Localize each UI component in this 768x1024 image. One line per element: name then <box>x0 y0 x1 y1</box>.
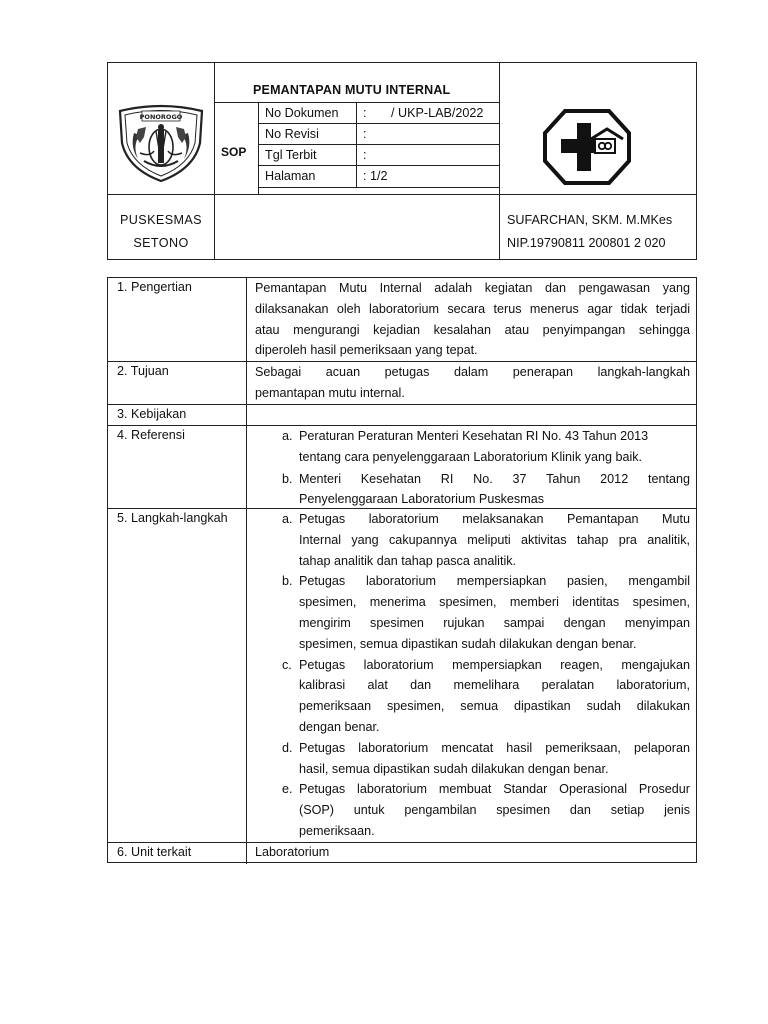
organization-cell <box>108 195 215 260</box>
text-line: atau mengurangi kejadian kesalahan atau penyimpangan sehingga <box>255 322 690 337</box>
info-value: : 1/2 <box>363 169 388 183</box>
section-label: 3. Kebijakan <box>117 407 187 421</box>
row-tujuan <box>108 362 696 405</box>
sop-label: SOP <box>221 145 247 159</box>
info-label: No Dokumen <box>265 106 339 120</box>
info-label: Tgl Terbit <box>265 148 317 162</box>
pengertian-text <box>255 278 690 361</box>
section-label: 5. Langkah-langkah <box>117 511 228 525</box>
signer-name: SUFARCHAN, SKM. M.MKes <box>507 213 673 227</box>
signature-blank-cell <box>215 195 500 260</box>
right-logo-cell <box>500 63 696 195</box>
text-line: Sebagai acuan petugas dalam penerapan langkah-langkah <box>255 365 690 379</box>
list-item: b. Menteri Kesehatan RI No. 37 Tahun 2012 tentang Penyelenggaraan Laboratorium Puskesmas <box>282 471 690 507</box>
header-top-row <box>108 63 696 195</box>
list-item: e. Petugas laboratorium membuat Standar Operasional Prosedur (SOP) untuk pengambilan spesimen dan setiap jenis pemeriksaan. <box>282 782 690 838</box>
info-row-tgl-terbit <box>259 145 500 166</box>
organization-name: PUSKESMAS <box>120 213 202 227</box>
info-value: : <box>363 127 367 141</box>
row-kebijakan <box>108 405 696 426</box>
header-bottom-row <box>108 195 696 260</box>
row-langkah-langkah <box>108 509 696 843</box>
section-label: 2. Tujuan <box>117 364 169 378</box>
signer-nip: NIP.19790811 200801 2 020 <box>507 236 666 250</box>
list-item: a. Petugas laboratorium melaksanakan Pemantapan Mutu Internal yang cakupannya meliputi aktivitas tahap pra analitik, tahap analitik dan tahap pasca analitik. <box>282 512 690 568</box>
left-logo-cell <box>108 63 215 195</box>
info-value: : <box>363 148 367 162</box>
info-label: Halaman <box>265 169 316 183</box>
list-item: c. Petugas laboratorium mempersiapkan reagen, mengajukan kalibrasi alat dan memelihara peralatan laboratorium, pemeriksaan spesimen, semua dipastikan sudah dilakukan dengan benar. <box>282 657 690 734</box>
ponorogo-crest-icon <box>114 103 208 183</box>
unit-terkait-value: Laboratorium <box>255 845 330 859</box>
list-item: a. Peraturan Peraturan Menteri Kesehatan RI No. 43 Tahun 2013 tentang cara penyelenggaraan Laboratorium Klinik yang baik. <box>282 429 649 464</box>
text-line: dilaksanakan oleh laboratorium secara terus menerus agar tidak terjadi <box>255 301 690 316</box>
list-item: b. Petugas laboratorium mempersiapkan pasien, mengambil spesimen, menerima spesimen, memberi identitas spesimen, mengirim spesimen rujukan sampai dengan menyimpan spesimen, semua dipastikan sudah dilakukan dengan benar. <box>282 574 690 651</box>
section-label: 4. Referensi <box>117 428 185 442</box>
tujuan-text <box>255 362 690 404</box>
sop-header-table <box>107 62 697 260</box>
crest-text: PONOROGO <box>139 113 183 121</box>
row-referensi <box>108 426 696 509</box>
info-row-no-dokumen <box>259 103 500 124</box>
sop-content-table <box>107 277 697 863</box>
puskesmas-logo-icon <box>543 109 631 185</box>
signer-cell <box>500 195 696 260</box>
document-title: PEMANTAPAN MUTU INTERNAL <box>253 83 451 97</box>
row-pengertian <box>108 278 696 362</box>
text-line: Pemantapan Mutu Internal adalah kegiatan dan pengawasan yang <box>255 281 690 295</box>
info-value: : / UKP-LAB/2022 <box>363 106 484 120</box>
info-row-halaman <box>259 166 500 195</box>
document-info-cell <box>215 63 500 195</box>
sop-cell <box>215 103 259 195</box>
title-cell <box>215 63 500 103</box>
text-line: diperoleh hasil pemeriksaan yang tepat. <box>255 343 478 358</box>
section-label: 1. Pengertian <box>117 280 192 294</box>
section-label: 6. Unit terkait <box>117 845 192 859</box>
text-line: pemantapan mutu internal. <box>255 385 405 400</box>
row-unit-terkait <box>108 843 696 864</box>
organization-location: SETONO <box>133 236 189 250</box>
info-label: No Revisi <box>265 127 319 141</box>
list-item: d. Petugas laboratorium mencatat hasil pemeriksaan, pelaporan hasil, semua dipastikan sudah dilakukan dengan benar. <box>282 740 690 776</box>
info-row-no-revisi <box>259 124 500 145</box>
